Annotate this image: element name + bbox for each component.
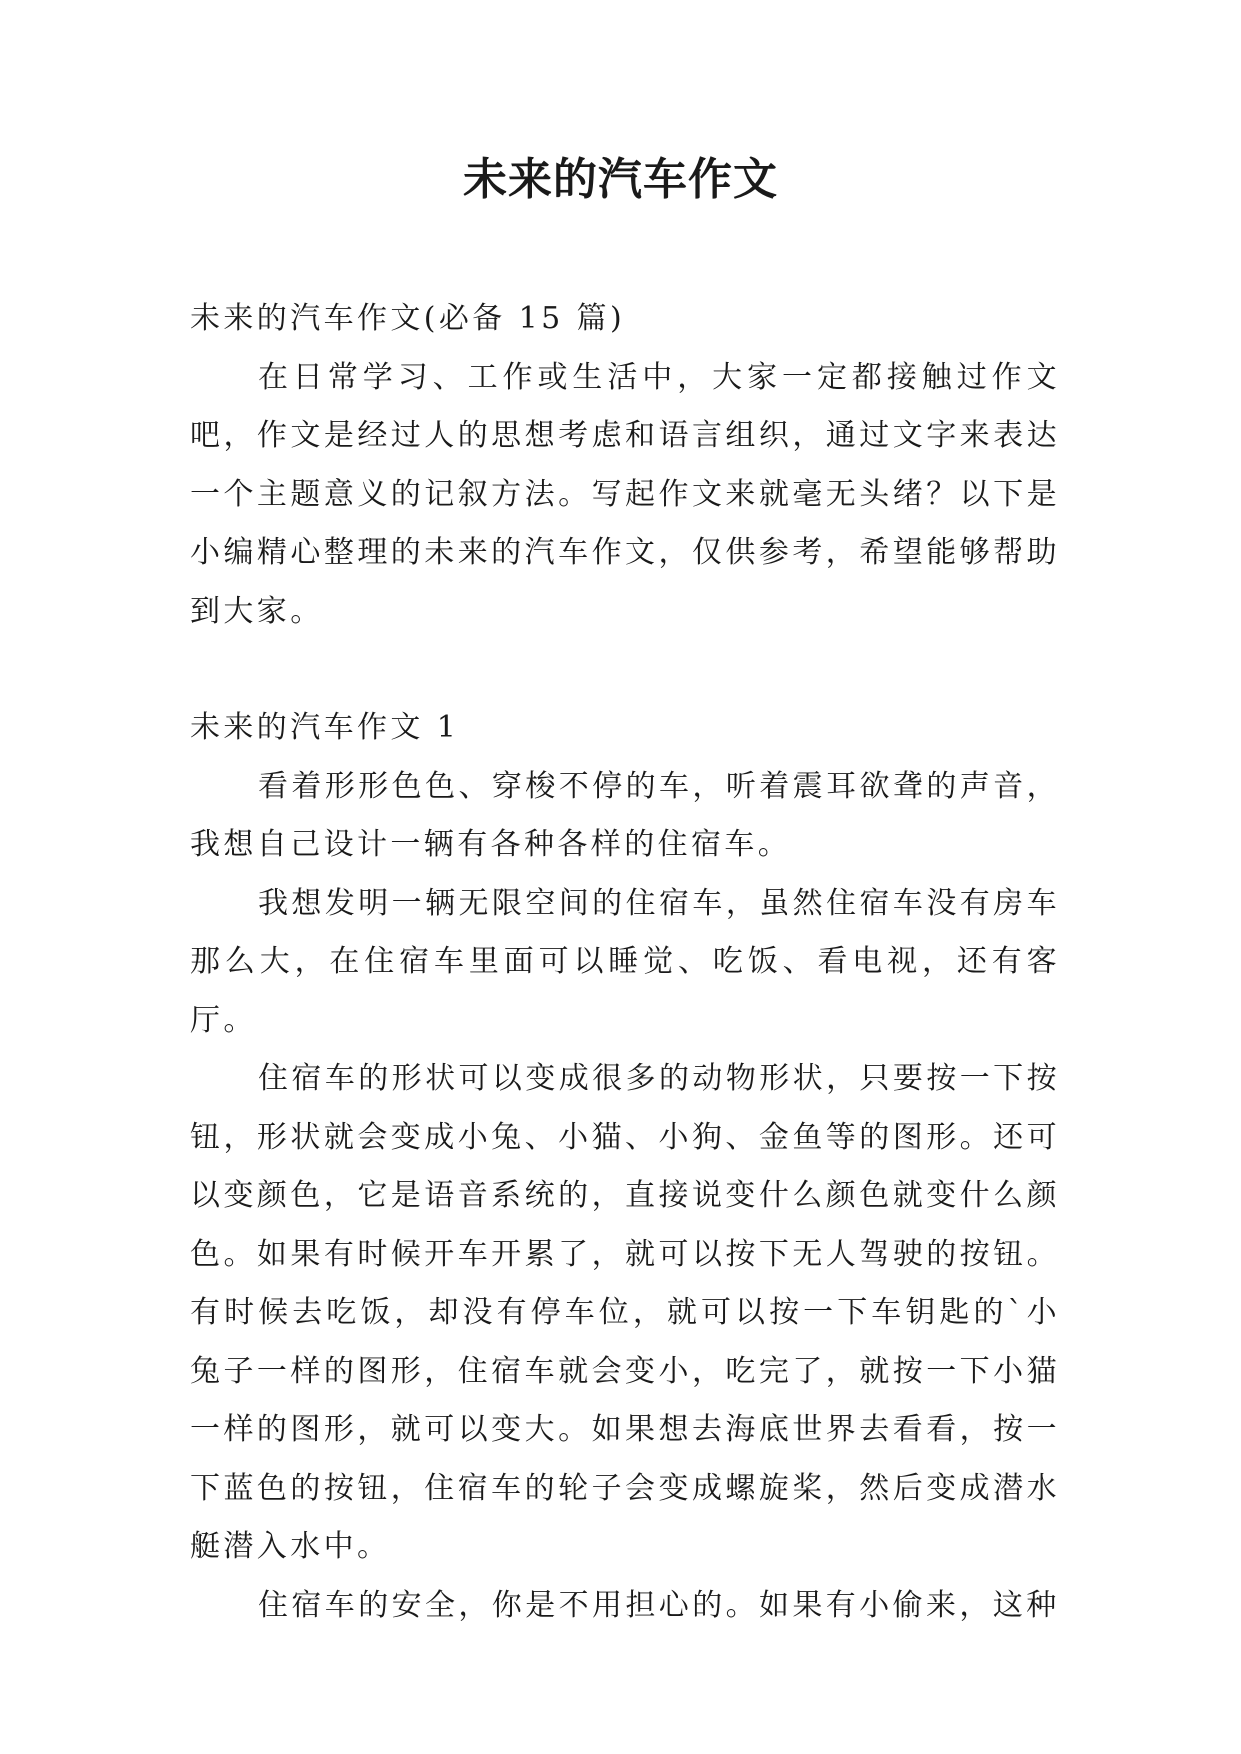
body-paragraph: 住宿车的安全，你是不用担心的。如果有小偷来，这种 [258, 1587, 1060, 1623]
document-body [190, 290, 1060, 1635]
document-title: 未来的汽车作文 [463, 154, 778, 205]
body-paragraph: 我想发明一辆无限空间的住宿车，虽然住宿车没有房车那么大，在住宿车里面可以睡觉、吃饭、看电视，还有客厅。 [190, 885, 1060, 1038]
body-paragraph: 看着形形色色、穿梭不停的车，听着震耳欲聋的声音，我想自己设计一辆有各种各样的住宿车。 [190, 768, 1060, 862]
section-heading: 未来的汽车作文 1 [190, 710, 460, 745]
intro-paragraph: 在日常学习、工作或生活中，大家一定都接触过作文吧，作文是经过人的思想考虑和语言组织，通过文字来表达一个主题意义的记叙方法。写起作文来就毫无头绪？以下是小编精心整理的未来的汽车作文，仅供参考，希望能够帮助到大家。 [190, 359, 1060, 629]
body-paragraph: 住宿车的形状可以变成很多的动物形状，只要按一下按钮，形状就会变成小兔、小猫、小狗、金鱼等的图形。还可以变颜色，它是语音系统的，直接说变什么颜色就变什么颜色。如果有时候开车开累了，就可以按下无人驾驶的按钮。有时候去吃饭，却没有停车位，就可以按一下车钥匙的`小兔子一样的图形，住宿车就会变小，吃完了，就按一下小猫一样的图形，就可以变大。如果想去海底世界去看看，按一下蓝色的按钮，住宿车的轮子会变成螺旋桨，然后变成潜水艇潜入水中。 [190, 1061, 1060, 1564]
document-subtitle: 未来的汽车作文(必备 15 篇) [190, 301, 626, 336]
